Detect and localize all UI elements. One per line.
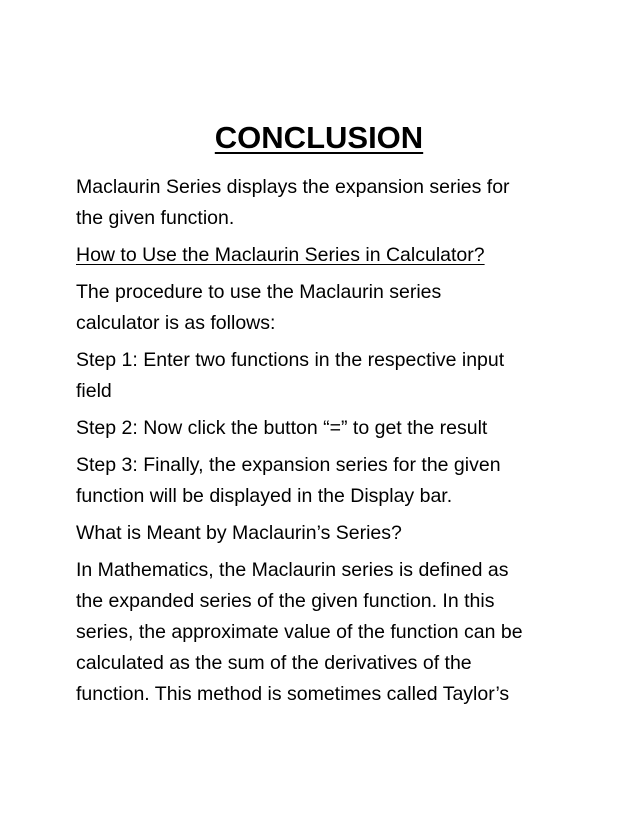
document-body [76, 172, 576, 716]
paragraph-procedure: The procedure to use the Maclaurin series calculator is as follows: [76, 281, 442, 334]
section-heading-meaning: What is Meant by Maclaurin’s Series? [76, 522, 402, 544]
step-1: Step 1: Enter two functions in the respective input field [76, 349, 505, 402]
step-3: Step 3: Finally, the expansion series for the given function will be displayed in the Display bar. [76, 454, 501, 507]
step-2: Step 2: Now click the button “=” to get the result [76, 417, 488, 439]
section-heading-how-to-use: How to Use the Maclaurin Series in Calculator? [76, 244, 485, 266]
page-title: CONCLUSION [214, 120, 424, 155]
paragraph-intro: Maclaurin Series displays the expansion series for the given function. [76, 176, 510, 229]
paragraph-definition: In Mathematics, the Maclaurin series is defined as the expanded series of the given function. In this series, the approximate value of the function can be calculated as the sum of the derivatives of the function. This method is sometimes called Taylor’s [76, 559, 523, 705]
